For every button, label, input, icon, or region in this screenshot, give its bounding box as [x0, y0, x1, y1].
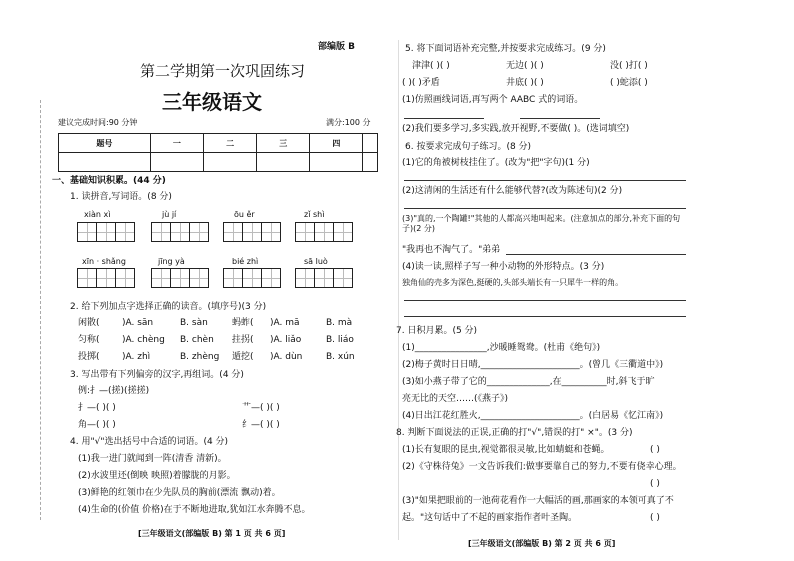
pinyin: ōu ěr [234, 210, 255, 219]
pinyin: jù jí [162, 210, 177, 219]
q1-title: 1. 读拼音,写词语。(8 分) [70, 192, 172, 202]
q6-sub1: (1)它的角被树枝挂住了。(改为"把"字句)(1 分) [402, 158, 590, 168]
q7-item[interactable]: (2)梅子黄时日日晴,______________________。(曾几《三衢道中》) [402, 360, 664, 370]
q8-item: (1)长有复眼的昆虫,视觉都很灵敏,比如蜻蜓和苍蝇。 [402, 445, 610, 455]
pinyin: jīng yà [158, 257, 185, 266]
q2-option-a[interactable]: )A. zhì [122, 352, 151, 362]
q5-blank[interactable]: 没( )打( ) [610, 61, 648, 71]
q2-word: 投掷( [78, 352, 100, 362]
q5-title: 5. 将下面词语补充完整,并按要求完成练习。(9 分) [405, 44, 606, 54]
q6-sub2: (2)这清闲的生活还有什么能够代替?(改为陈述句)(2 分) [402, 186, 623, 196]
q4-item[interactable]: (3)鲜艳的红领巾在少先队员的胸前(漂流 飘动)着。 [78, 488, 281, 498]
pinyin: xīn · shǎng [82, 257, 126, 266]
page-footer-right: [三年级语文(部编版 B) 第 2 页 共 6 页] [468, 539, 616, 548]
q6-title: 6. 按要求完成句子练习。(8 分) [405, 142, 532, 152]
score-col: 一 [150, 134, 203, 153]
q2-option-b[interactable]: B. zhèng [180, 352, 220, 362]
q2-option-b[interactable]: B. sàn [180, 318, 208, 328]
q5-blank[interactable]: ( )蛇添( ) [610, 78, 648, 88]
q2-word: 遁挖( [232, 352, 254, 362]
q8-answer-paren[interactable]: ( ) [650, 445, 660, 455]
answer-line[interactable] [404, 316, 686, 317]
q2-option-b[interactable]: B. mà [326, 318, 353, 328]
q2-option-a[interactable]: )A. sān [122, 318, 154, 328]
subject-title: 三年级语文 [162, 90, 262, 114]
answer-line[interactable] [506, 254, 686, 255]
pinyin: zǐ shì [304, 210, 325, 219]
score-cell[interactable] [203, 153, 256, 172]
answer-line[interactable] [404, 118, 484, 119]
writing-grid[interactable] [224, 222, 281, 242]
q6-sub3-prompt: "我再也不淘气了。"弟弟 [402, 245, 501, 255]
answer-line[interactable] [404, 208, 686, 209]
q4-title: 4. 用"√"选出括号中合适的词语。(4 分) [70, 437, 229, 447]
score-cell[interactable] [59, 153, 151, 172]
time-label: 建议完成时间:90 分钟 [58, 118, 138, 127]
writing-grid[interactable] [152, 222, 209, 242]
score-header: 题号 [59, 134, 151, 153]
score-total: 满分:100 分 [326, 118, 371, 127]
answer-line[interactable] [404, 300, 686, 301]
q2-word: 拄拐( [232, 335, 254, 345]
page-divider [398, 40, 399, 540]
q6-sub3: (3)"真的,一个陶罐!"其他的人都高兴地叫起来。(注意加点的部分,补充下面的句子)(2 分) [402, 214, 681, 233]
q5-sub2[interactable]: (2)我们要多学习,多实践,放开视野,不要做( )。(选词填空) [402, 124, 630, 134]
q5-blank[interactable]: 津津( )( ) [412, 61, 450, 71]
q2-option-a[interactable]: )A. chèng [122, 335, 165, 345]
q4-item[interactable]: (2)水波里还(倒映 映照)着朦胧的月影。 [78, 471, 236, 481]
q2-word: 匀称( [78, 335, 100, 345]
q6-sub4-example: 独角仙的壳多为深色,挺硬的,头部头端长有一只犀牛一样的角。 [402, 278, 624, 287]
q7-item: 亮无比的天空……(《燕子》) [402, 394, 509, 404]
q8-item: (3)"如果把眼前的一池荷花看作一大幅活的画,那画家的本领可真了不 [402, 496, 674, 506]
writing-grid[interactable] [296, 268, 353, 288]
q2-option-a[interactable]: )A. mā [270, 318, 300, 328]
q8-item: (2)《守株待兔》一文告诉我们:做事要靠自己的努力,不要有侥幸心理。 [402, 462, 682, 472]
score-col: 四 [310, 134, 363, 153]
q2-option-a[interactable]: )A. liǎo [270, 335, 302, 345]
q5-blank[interactable]: 井底( )( ) [506, 78, 544, 88]
q5-sub1: (1)仿照画线词语,再写两个 AABC 式的词语。 [402, 95, 584, 105]
pinyin: xiàn xì [84, 210, 111, 219]
q8-answer-paren[interactable]: ( ) [650, 513, 660, 523]
q2-option-b[interactable]: B. chèn [180, 335, 214, 345]
writing-grid[interactable] [78, 268, 135, 288]
q2-word: 蚂蚱( [232, 318, 254, 328]
q7-item[interactable]: (3)如小燕子带了它的______________,在__________时,斜飞于旷 [402, 377, 655, 387]
score-cell[interactable] [310, 153, 363, 172]
answer-line[interactable] [404, 180, 686, 181]
q8-answer-paren[interactable]: ( ) [650, 479, 660, 489]
q7-item[interactable]: (1)________________,沙暖睡鸳鸯。(杜甫《绝句》) [402, 343, 601, 353]
score-col [363, 134, 378, 153]
writing-grid[interactable] [296, 222, 353, 242]
q3-blank[interactable]: 扌—( )( ) [78, 403, 116, 413]
q5-blank[interactable]: 无边( )( ) [506, 61, 544, 71]
q6-sub4: (4)读一读,照样子写一种小动物的外形特点。(3 分) [402, 262, 605, 272]
q8-item: 起。"这句话中了不起的画家指作者叶圣陶。 [402, 513, 578, 523]
q3-blank[interactable]: 角—( )( ) [78, 420, 116, 430]
q2-option-b[interactable]: B. xún [326, 352, 355, 362]
page-footer-left: [三年级语文(部编版 B) 第 1 页 共 6 页] [138, 529, 286, 538]
writing-grid[interactable] [152, 268, 209, 288]
answer-line[interactable] [520, 118, 600, 119]
section-1-title: 一、基础知识积累。(44 分) [52, 176, 166, 186]
q3-title: 3. 写出带有下列偏旁的汉字,再组词。(4 分) [70, 370, 244, 380]
edition-label: 部编版 B [318, 42, 355, 52]
q3-blank[interactable]: 纟—( )( ) [242, 420, 280, 430]
q4-item[interactable]: (1)我一进门就闻到一阵(清香 清新)。 [78, 454, 227, 464]
q8-title: 8. 判断下面说法的正误,正确的打"√",错误的打" ×"。(3 分) [396, 428, 633, 438]
writing-grid[interactable] [78, 222, 135, 242]
binding-line [40, 100, 41, 520]
score-col: 三 [257, 134, 310, 153]
q3-example: 例:扌—(搓)(搓搓) [78, 386, 150, 396]
q4-item[interactable]: (4)生命的(价值 价格)在于不断地进取,犹如江水奔腾不息。 [78, 505, 311, 515]
q3-blank[interactable]: 艹—( )( ) [242, 403, 280, 413]
q2-word: 闲散( [78, 318, 100, 328]
q2-title: 2. 给下列加点字选择正确的读音。(填序号)(3 分) [70, 302, 267, 312]
q7-title: 7. 日积月累。(5 分) [396, 326, 478, 336]
score-cell[interactable] [363, 153, 378, 172]
exam-title: 第二学期第一次巩固练习 [140, 62, 306, 80]
q7-item[interactable]: (4)日出江花红胜火,______________________。(白居易《忆江南》) [402, 411, 664, 421]
q5-blank[interactable]: ( )( )矛盾 [402, 78, 440, 88]
score-col: 二 [203, 134, 256, 153]
pinyin: sā luò [304, 257, 328, 266]
score-cell[interactable] [257, 153, 310, 172]
q2-option-b[interactable]: B. liáo [326, 335, 354, 345]
writing-grid[interactable] [224, 268, 281, 288]
q2-option-a[interactable]: )A. dùn [270, 352, 303, 362]
score-cell[interactable] [150, 153, 203, 172]
score-table [58, 133, 378, 172]
pinyin: bié zhì [232, 257, 259, 266]
